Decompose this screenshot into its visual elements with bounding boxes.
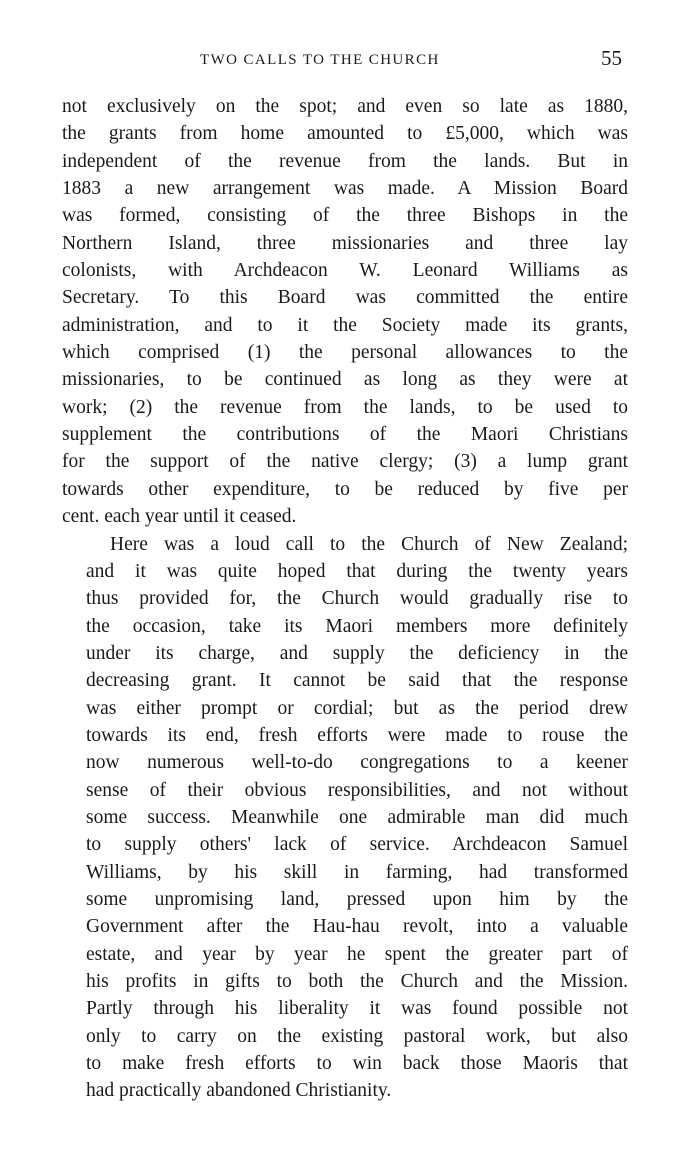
text-line: some success. Meanwhile one admirable man did much [86,806,628,828]
text-line: towards other expenditure, to be reduced by five per [62,478,628,500]
text-line: Government after the Hau-hau revolt, into a valuable [86,916,628,938]
text-line: colonists, with Archdeacon W. Leonard Williams as [62,260,628,282]
text-line: thus provided for, the Church would gradually rise to [86,588,628,610]
paragraph-1 [62,93,628,531]
text-line: the occasion, take its Maori members more definitely [86,615,628,637]
text-line: missionaries, to be continued as long as they were at [62,369,628,391]
text-line: was formed, consisting of the three Bishops in the [62,205,628,227]
text-line: decreasing grant. It cannot be said that the response [86,670,628,692]
text-line: had practically abandoned Christianity. [86,1080,392,1102]
text-line: some unpromising land, pressed upon him by the [86,888,628,910]
text-line: now numerous well-to-do congregations to a keener [86,752,628,774]
text-line: not exclusively on the spot; and even so late as 1880, [62,96,628,117]
text-line: Partly through his liberality it was found possible not [86,998,628,1020]
text-line: supplement the contributions of the Maori Christians [62,424,628,446]
text-line: administration, and to it the Society made its grants, [62,314,628,336]
paragraph-2 [62,531,628,1105]
text-line: Williams, by his skill in farming, had transformed [86,861,628,883]
text-line: and it was quite hoped that during the twenty years [86,560,628,582]
text-line: which comprised (1) the personal allowances to the [62,342,628,364]
text-line: only to carry on the existing pastoral work, but also [86,1025,628,1047]
text-line: towards its end, fresh efforts were made to rouse the [86,724,628,746]
text-line: cent. each year until it ceased. [62,506,297,528]
text-line: independent of the revenue from the lands. But in [62,150,628,172]
text-line: work; (2) the revenue from the lands, to be used to [62,396,628,418]
text-line: the grants from home amounted to £5,000, which was [62,123,628,145]
text-line: sense of their obvious responsibilities, and not without [86,779,628,801]
body-text [62,93,628,1105]
text-line: under its charge, and supply the deficiency in the [86,642,628,664]
text-line: Here was a loud call to the Church of New Zealand; [110,533,628,555]
text-line: Secretary. To this Board was committed the entire [62,287,628,309]
running-title: TWO CALLS TO THE CHURCH [200,52,440,68]
text-line: to supply others' lack of service. Archdeacon Samuel [86,834,628,856]
text-line: was either prompt or cordial; but as the period drew [86,697,628,719]
text-line: estate, and year by year he spent the greater part of [86,943,628,965]
text-line: to make fresh efforts to win back those Maoris that [86,1053,628,1075]
text-line: Northern Island, three missionaries and three lay [62,232,628,254]
page-number: 55 [601,46,622,70]
text-line: his profits in gifts to both the Church and the Mission. [86,971,628,992]
text-line: 1883 a new arrangement was made. A Mission Board [62,178,628,200]
text-line: for the support of the native clergy; (3) a lump grant [62,451,628,473]
